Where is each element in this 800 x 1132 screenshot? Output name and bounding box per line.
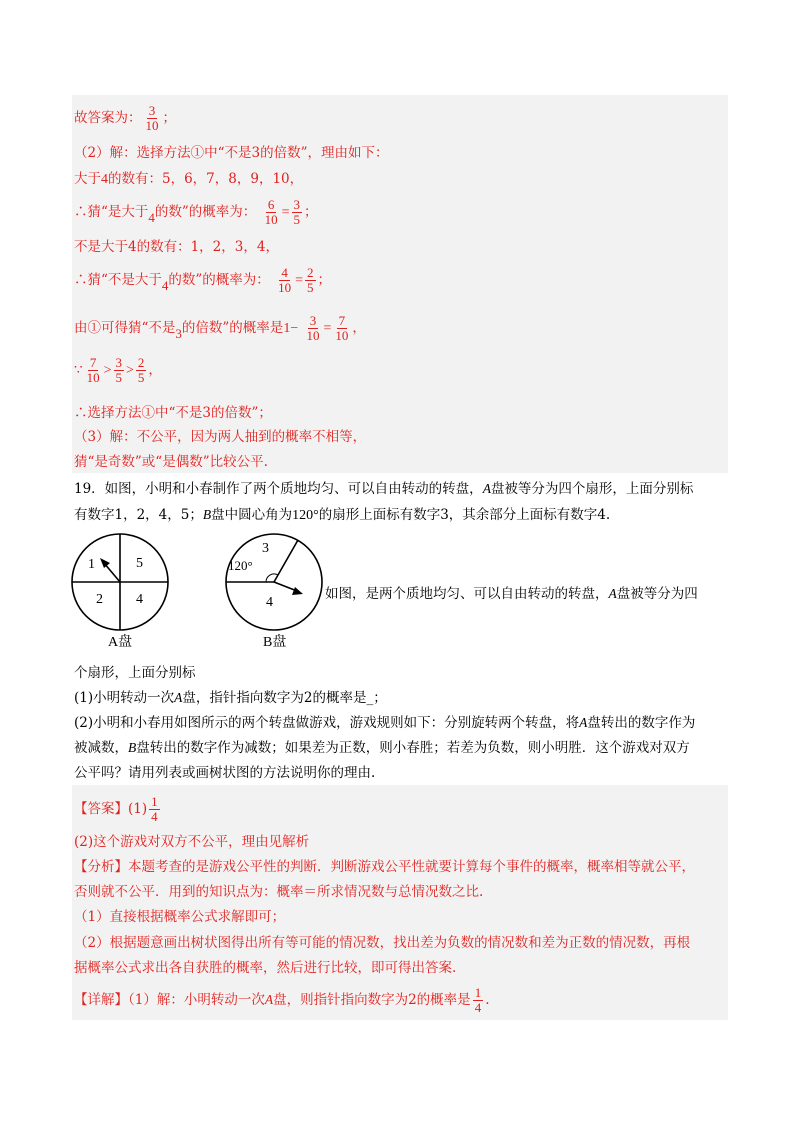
- disk-a-sector-5: 5: [136, 556, 143, 571]
- q19-line-3: 个扇形，上面分别标: [74, 665, 196, 681]
- disk-a-sector-4: 4: [136, 592, 143, 607]
- disk-b-caption: B盘: [263, 635, 287, 650]
- sol18-line-7: 由①可得猜“不是3的倍数”的概率是1− $\frac{3}{10}$ = $\frac{7}{10}$ ，: [74, 313, 366, 343]
- answer-line-2: (2)这个游戏对双方不公平，理由见解析: [74, 834, 310, 850]
- disk-b-angle: 120°: [228, 558, 253, 573]
- analysis-step-1: （1）直接根据概率公式求解即可；: [74, 909, 286, 925]
- sol18-line-8: ∵ $\frac{7}{10}$ > $\frac{3}{5}$ > $\frac{2}{5}$ ，: [74, 355, 162, 385]
- answer-19-block: [72, 785, 728, 1020]
- analysis-line-1: 【分析】本题考查的是游戏公平性的判断．判断游戏公平性就要计算每个事件的概率，概率相等就公平，: [74, 859, 695, 875]
- sol18-line-11: 猜“是奇数”或“是偶数”比较公平.: [74, 454, 268, 470]
- q19-sub-2-line-1: (2)小明和小春用如图所示的两个转盘做游戏，游戏规则如下：分别旋转两个转盘，将A盘转出的数字作为: [74, 715, 696, 731]
- sol18-line-4: ∴猜“是大于4的数”的概率为： $\frac{6}{10}$ = $\frac{3}{5}$ ；: [74, 197, 318, 227]
- spinner-figure: [70, 530, 330, 650]
- sol18-line-10: （3）解：不公平，因为两人抽到的概率不相等，: [74, 429, 367, 445]
- disk-a-sector-1: 1: [88, 557, 95, 572]
- answer-line-1: 【答案】(1) $\frac{1}{4}$: [74, 794, 158, 824]
- analysis-step-2-line-1: （2）根据题意画出树状图得出所有等可能的情况数，找出差为负数的情况数和差为正数的情况数，再根: [74, 935, 691, 951]
- q19-line-2: 有数字1，2，4，5；B盘中圆心角为120°的扇形上面标有数字3，其余部分上面标有数字4.: [74, 507, 611, 523]
- disk-a-sector-2: 2: [96, 592, 103, 607]
- sol18-line-9: ∴选择方法①中“不是3的倍数”；: [74, 405, 272, 421]
- sol18-line-5: 不是大于4的数有：1，2，3，4，: [74, 239, 279, 255]
- analysis-step-2-line-2: 据概率公式求出各自获胜的概率，然后进行比较，即可得出答案.: [74, 960, 457, 976]
- sol18-line-3: 大于4的数有：5，6，7，8，9，10，: [74, 171, 304, 187]
- sol18-line-1: 故答案为： $\frac{3}{10}$ ；: [74, 103, 176, 133]
- disk-b-sector-4: 4: [266, 595, 273, 610]
- q19-sub-2-line-2: 被减数，B盘转出的数字作为减数；如果差为正数，则小春胜；若差为负数，则小明胜．这个游戏对双方: [74, 740, 690, 756]
- sol18-line-6: ∴猜“不是大于4的数”的概率为： $\frac{4}{10}$ = $\frac{2}{5}$ ；: [74, 265, 332, 295]
- detail-line-1: 【详解】（1）解：小明转动一次A盘，则指针指向数字为2的概率是 $\frac{1}{4}$ .: [74, 985, 490, 1015]
- q19-sub-2-line-3: 公平吗？请用列表或画树状图的方法说明你的理由.: [74, 765, 376, 781]
- q19-line-1: 19．如图，小明和小春制作了两个质地均匀、可以自由转动的转盘，A盘被等分为四个扇形，上面分别标: [74, 481, 694, 497]
- disk-b-sector-3: 3: [262, 541, 269, 556]
- analysis-line-2: 否则就不公平．用到的知识点为：概率＝所求情况数与总情况数之比.: [74, 884, 484, 900]
- disk-a-caption: A盘: [108, 635, 133, 650]
- q19-sub-1: (1)小明转动一次A盘，指针指向数字为2的概率是_；: [74, 690, 387, 706]
- disk-b-pointer: [274, 582, 297, 591]
- q19-after-figure: 如图，是两个质地均匀、可以自由转动的转盘，A盘被等分为四: [325, 586, 698, 602]
- sol18-line-2: （2）解：选择方法①中“不是3的倍数”，理由如下：: [74, 145, 389, 161]
